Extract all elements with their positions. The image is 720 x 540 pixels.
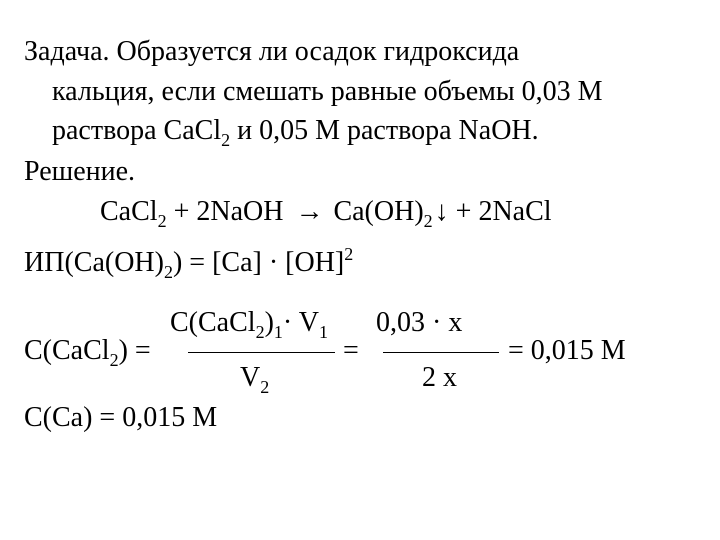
num1-vsub: 1: [318, 322, 328, 342]
num2: 0,03 · x: [376, 307, 463, 338]
num1-sub2: 1: [273, 322, 283, 342]
solution-heading-text: Решение.: [24, 156, 136, 187]
fraction-1-bar: [188, 352, 335, 353]
reaction-arrow-icon: →: [295, 196, 324, 227]
product-2: + 2NaCl: [448, 196, 552, 227]
fraction-1-denominator: [240, 362, 270, 397]
task-text-3a: раствора CaCl: [52, 115, 222, 146]
product-1: Ca(OH): [333, 196, 424, 227]
ion-product-sub: 2: [163, 262, 173, 282]
formula-result: [508, 335, 626, 367]
equals-text: =: [343, 335, 359, 366]
fraction-1-numerator: [170, 307, 328, 342]
conclusion: [24, 402, 217, 434]
reactant-1: CaCl: [100, 196, 158, 227]
den1-sub: 2: [260, 377, 270, 397]
num1-pre: C(CaCl: [170, 307, 256, 338]
formula-lhs: [24, 335, 151, 370]
task-text-3b: и 0,05 М раствора NaOH.: [230, 115, 539, 146]
num1-sub: 2: [255, 322, 265, 342]
task-line-3: [52, 115, 539, 150]
reaction-equation: [100, 196, 552, 231]
num1-mid: ): [264, 307, 274, 338]
formula-lhs-pre: C(CaCl: [24, 335, 110, 366]
ion-product: [24, 244, 354, 282]
ion-product-pre: ИП(Ca(OH): [24, 247, 164, 278]
task-sub-3: 2: [221, 130, 231, 150]
product-1-sub: 2: [423, 211, 433, 231]
ion-product-sup: 2: [344, 244, 354, 264]
fraction-2-denominator: [422, 362, 457, 394]
task-line-2: [52, 76, 603, 108]
task-text-2: кальция, если смешать равные объемы 0,03 М: [52, 76, 603, 107]
precipitate-arrow-icon: ↓: [434, 196, 449, 227]
den2: 2 x: [422, 362, 457, 393]
reactant-2: + 2NaOH: [166, 196, 284, 227]
formula-lhs-sub: 2: [109, 350, 119, 370]
formula-lhs-post: ) =: [118, 335, 151, 366]
num1-v: · V: [282, 307, 319, 338]
fraction-2-bar: [383, 352, 499, 353]
reactant-1-sub: 2: [157, 211, 167, 231]
task-line-1: [24, 36, 519, 68]
den1: V: [240, 362, 261, 393]
result-text: = 0,015 М: [508, 335, 626, 366]
ion-product-post: ) = [Ca] · [OH]: [172, 247, 345, 278]
fraction-2-numerator: [376, 307, 462, 339]
task-text-1: Задача. Образуется ли осадок гидроксида: [24, 36, 520, 67]
solution-heading: [24, 156, 135, 188]
conclusion-text: C(Ca) = 0,015 М: [24, 402, 218, 433]
equals-sign: [343, 335, 359, 367]
